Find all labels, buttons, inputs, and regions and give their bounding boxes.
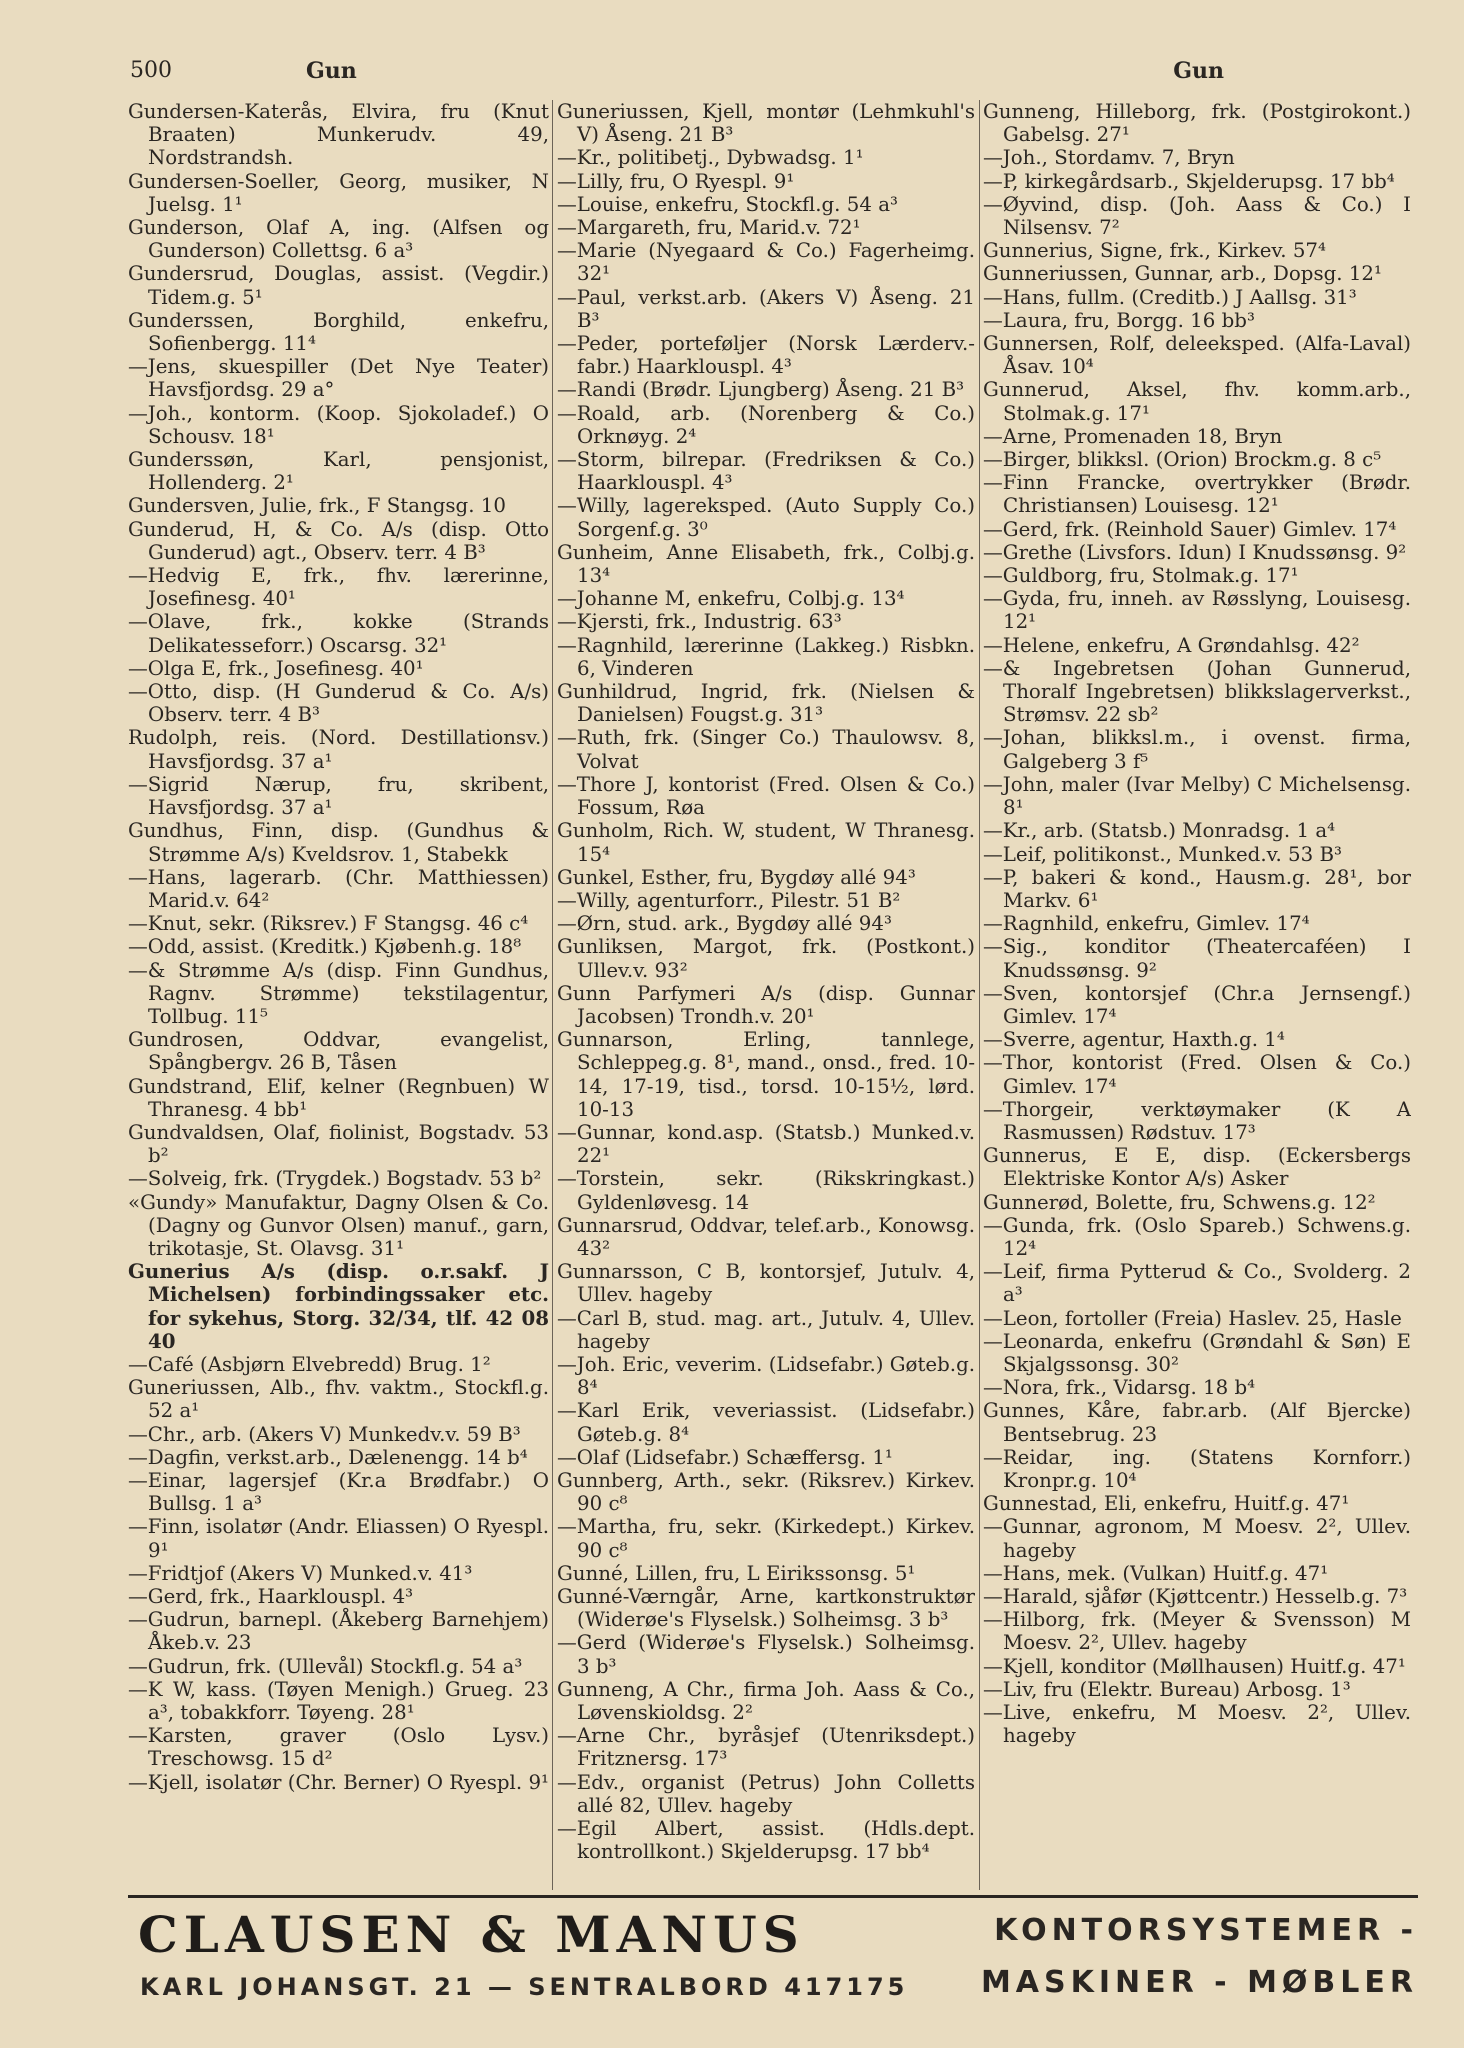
directory-entry: —Hilborg, frk. (Meyer & Svensson) M Moesv. 2², Ullev. hageby	[983, 1608, 1411, 1655]
directory-entry: —Olaf (Lidsefabr.) Schæffersg. 1¹	[557, 1445, 893, 1469]
directory-entry: Gunné-Værngår, Arne, kartkonstruktør (Widerøe's Flyselsk.) Solheimsg. 3 b³	[557, 1585, 975, 1632]
directory-entry: —Harald, sjåfør (Kjøttcentr.) Hesselb.g. 7³	[983, 1585, 1408, 1608]
directory-entry: —Gudrun, barnepl. (Åkeberg Barnehjem) Åkeb.v. 23	[128, 1608, 549, 1655]
directory-entry: —Louise, enkefru, Stockfl.g. 54 a³	[557, 192, 898, 216]
directory-entry: Gundhus, Finn, disp. (Gundhus & Strømme A/s) Kveldsrov. 1, Stabekk	[128, 819, 549, 866]
directory-entry: —Nora, frk., Vidarsg. 18 b⁴	[983, 1376, 1256, 1400]
directory-entry: Gunnerud, Aksel, fhv. komm.arb., Stolmak.g. 17¹	[983, 378, 1411, 425]
directory-entry: Gundrosen, Oddvar, evangelist, Spångbergv. 26 B, Tåsen	[128, 1028, 549, 1075]
directory-entry: —Arne Chr., byråsjef (Utenriksdept.) Fritznersg. 17³	[557, 1724, 975, 1771]
directory-entry: —Gerd, frk. (Reinhold Sauer) Gimlev. 17⁴	[983, 517, 1397, 541]
directory-entry: Rudolph, reis. (Nord. Destillationsv.) Havsfjordsg. 37 a¹	[128, 726, 549, 773]
directory-entry: —Gudrun, frk. (Ullevål) Stockfl.g. 54 a³	[128, 1654, 523, 1678]
directory-entry: Gundersen-Soeller, Georg, musiker, N Juelsg. 1¹	[128, 169, 549, 216]
directory-entry: —Johanne M, enkefru, Colbj.g. 13⁴	[557, 587, 905, 611]
directory-entry: Gunliksen, Margot, frk. (Postkont.) Ullev.v. 93²	[557, 935, 975, 982]
directory-entry: —& Strømme A/s (disp. Finn Gundhus, Ragnv. Strømme) tekstilagentur, Tollbug. 11⁵	[128, 958, 549, 1028]
directory-entry: —Storm, bilrepar. (Fredriksen & Co.) Haarklouspl. 4³	[557, 448, 975, 495]
directory-entry: Guneriussen, Alb., fhv. vaktm., Stockfl.g. 52 a¹	[128, 1376, 549, 1423]
directory-entry: —Margareth, fru, Marid.v. 72¹	[557, 216, 861, 240]
directory-entry: Gunnestad, Eli, enkefru, Huitf.g. 47¹	[983, 1492, 1350, 1516]
directory-entry: —Finn Francke, overtrykker (Brødr. Christiansen) Louisesg. 12¹	[983, 471, 1411, 518]
directory-entry: —Ragnhild, lærerinne (Lakkeg.) Risbkn. 6, Vinderen	[557, 633, 975, 680]
directory-entry: Gunné, Lillen, fru, L Eirikssonsg. 5¹	[557, 1561, 916, 1585]
directory-entry: —Martha, fru, sekr. (Kirkedept.) Kirkev. 90 c⁸	[557, 1515, 975, 1562]
directory-entry: Gunerius A/s (disp. o.r.sakf. J Michelsen) forbindingssaker etc. for sykehus, Storg. 32/34, tlf. 42 08 40	[128, 1259, 549, 1353]
directory-entry: —Øyvind, disp. (Joh. Aass & Co.) I Nilsensv. 7²	[983, 192, 1411, 240]
directory-entry: —Willy, agenturforr., Pilestr. 51 B²	[557, 888, 901, 912]
column-1	[128, 100, 549, 1890]
directory-entry: —Birger, blikksl. (Orion) Brockm.g. 8 c⁵	[983, 448, 1382, 472]
directory-entry: —Jens, skuespiller (Det Nye Teater) Havsfjordsg. 29 a°	[128, 355, 549, 402]
directory-entry: Gunnarsrud, Oddvar, telef.arb., Konowsg. 43²	[557, 1213, 975, 1260]
directory-entry: Gunkel, Esther, fru, Bygdøy allé 94³	[557, 865, 916, 889]
directory-entry: —Knut, sekr. (Riksrev.) F Stangsg. 46 c⁴	[128, 912, 529, 936]
ad-tagline-1: KONTORSYSTEMER -	[994, 1913, 1418, 1948]
directory-entry: —Finn, isolatør (Andr. Eliassen) O Ryespl. 9¹	[128, 1515, 549, 1562]
directory-entry: Gunnerød, Bolette, fru, Schwens.g. 12²	[983, 1190, 1376, 1214]
directory-entry: Gunholm, Rich. W, student, W Thranesg. 15⁴	[557, 819, 975, 866]
ad-company-name: CLAUSEN & MANUS	[138, 1905, 805, 1964]
ad-address: KARL JOHANSGT. 21 — SENTRALBORD 417175	[140, 1973, 909, 2001]
directory-entry: Gunnerius, Signe, frk., Kirkev. 57⁴	[983, 239, 1326, 263]
directory-entry: —Randi (Brødr. Ljungberg) Åseng. 21 B³	[557, 378, 965, 402]
directory-entry: —Egil Albert, assist. (Hdls.dept. kontrollkont.) Skjelderupsg. 17 bb⁴	[557, 1817, 975, 1864]
directory-entry: —Kjersti, frk., Industrig. 63³	[557, 610, 842, 634]
directory-entry: —Thorgeir, verktøymaker (K A Rasmussen) Rødstuv. 17³	[983, 1097, 1411, 1144]
directory-entry: Gundvaldsen, Olaf, fiolinist, Bogstadv. 53 b²	[128, 1120, 549, 1168]
column-3	[983, 100, 1411, 1890]
ad-tagline-2: MASKINER - MØBLER	[980, 1965, 1418, 2000]
directory-entry: —Kr., politibetj., Dybwadsg. 1¹	[557, 146, 864, 170]
directory-entry: —Chr., arb. (Akers V) Munkedv.v. 59 B³	[128, 1422, 521, 1446]
directory-entry: —Ragnhild, enkefru, Gimlev. 17⁴	[983, 912, 1310, 936]
directory-entry: —K W, kass. (Tøyen Menigh.) Grueg. 23 a³, tobakkforr. Tøyeng. 28¹	[128, 1677, 549, 1725]
directory-columns	[128, 100, 1418, 1890]
directory-entry: Gunnes, Kåre, fabr.arb. (Alf Bjercke) Bentsebrug. 23	[983, 1399, 1411, 1446]
directory-entry: —Gerd (Widerøe's Flyselsk.) Solheimsg. 3 b³	[557, 1631, 975, 1678]
directory-entry: —Sig., konditor (Theatercaféen) I Knudssønsg. 9²	[983, 935, 1411, 982]
directory-entry: Gundersven, Julie, frk., F Stangsg. 10	[128, 494, 506, 518]
directory-entry: —Olga E, frk., Josefinesg. 40¹	[128, 656, 424, 680]
directory-entry: Gunderssøn, Karl, pensjonist, Hollenderg. 2¹	[128, 448, 549, 495]
directory-entry: —Fridtjof (Akers V) Munked.v. 41³	[128, 1561, 473, 1585]
directory-entry: —Odd, assist. (Kreditk.) Kjøbenh.g. 18⁸	[128, 935, 522, 959]
directory-entry: —Einar, lagersjef (Kr.a Brødfabr.) O Bullsg. 1 a³	[128, 1468, 549, 1516]
directory-entry: —Joh. Eric, veverim. (Lidsefabr.) Gøteb.g. 8⁴	[557, 1352, 975, 1400]
directory-entry: —John, maler (Ivar Melby) C Michelsensg. 8¹	[983, 772, 1411, 820]
directory-entry: —Grethe (Livsfors. Idun) I Knudssønsg. 9²	[983, 540, 1407, 564]
directory-entry: Gunn Parfymeri A/s (disp. Gunnar Jacobsen) Trondh.v. 20¹	[557, 981, 975, 1028]
directory-entry: —Leonarda, enkefru (Grøndahl & Søn) E Skjalgssonsg. 30²	[983, 1329, 1411, 1376]
directory-entry: —P, kirkegårdsarb., Skjelderupsg. 17 bb⁴	[983, 169, 1395, 193]
directory-entry: —Otto, disp. (H Gunderud & Co. A/s) Observ. terr. 4 B³	[128, 680, 549, 727]
directory-entry: —Ruth, frk. (Singer Co.) Thaulowsv. 8, Volvat	[557, 726, 975, 773]
directory-entry: Gunheim, Anne Elisabeth, frk., Colbj.g. 13⁴	[557, 540, 975, 588]
directory-entry: —Carl B, stud. mag. art., Jutulv. 4, Ullev. hageby	[557, 1306, 975, 1353]
directory-entry: Gunnarsson, C B, kontorsjef, Jutulv. 4, Ullev. hageby	[557, 1260, 975, 1307]
directory-entry: —Dagfin, verkst.arb., Dælenengg. 14 b⁴	[128, 1445, 528, 1469]
directory-entry: —Reidar, ing. (Statens Kornforr.) Kronpr.g. 10⁴	[983, 1445, 1411, 1492]
advertisement	[128, 1905, 1418, 2015]
ad-divider	[128, 1895, 1418, 1898]
directory-entry: Gunnarson, Erling, tannlege, Schleppeg.g. 8¹, mand., onsd., fred. 10-14, 17-19, tisd., torsd. 10-15½, lørd. 10-13	[557, 1028, 975, 1121]
directory-entry: —Johan, blikksl.m., i ovenst. firma, Galgeberg 3 f⁵	[983, 726, 1411, 773]
directory-entry: —Gyda, fru, inneh. av Røsslyng, Louisesg. 12¹	[983, 587, 1411, 634]
directory-entry: —Olave, frk., kokke (Strands Delikatesseforr.) Oscarsg. 32¹	[128, 610, 549, 657]
directory-entry: —Sigrid Nærup, fru, skribent, Havsfjordsg. 37 a¹	[128, 772, 549, 820]
directory-entry: —Café (Asbjørn Elvebredd) Brug. 1²	[128, 1352, 491, 1376]
page-header	[130, 58, 1374, 88]
page-number: 500	[130, 58, 172, 83]
directory-entry: —Kjell, isolatør (Chr. Berner) O Ryespl. 9¹	[128, 1770, 549, 1794]
directory-entry: Gunnberg, Arth., sekr. (Riksrev.) Kirkev. 90 c⁸	[557, 1468, 975, 1516]
directory-entry: —Roald, arb. (Norenberg & Co.) Orknøyg. 2⁴	[557, 401, 975, 448]
directory-entry: —Gunnar, agronom, M Moesv. 2², Ullev. hageby	[983, 1515, 1411, 1562]
directory-entry: —Peder, porteføljer (Norsk Lærderv.-fabr.) Haarklouspl. 4³	[557, 332, 975, 379]
directory-entry: —Torstein, sekr. (Rikskringkast.) Gyldenløvesg. 14	[557, 1167, 975, 1214]
directory-entry: Gundstrand, Elif, kelner (Regnbuen) W Thranesg. 4 bb¹	[128, 1074, 549, 1121]
directory-entry: —Karsten, graver (Oslo Lysv.) Treschowsg. 15 d²	[128, 1724, 549, 1771]
directory-entry: —Arne, Promenaden 18, Bryn	[983, 424, 1283, 448]
directory-entry: —Joh., Stordamv. 7, Bryn	[983, 146, 1235, 170]
directory-entry: —Solveig, frk. (Trygdek.) Bogstadv. 53 b²	[128, 1167, 542, 1191]
directory-entry: —Hans, mek. (Vulkan) Huitf.g. 47¹	[983, 1561, 1329, 1585]
column-divider	[552, 100, 553, 1890]
directory-entry: —Sven, kontorsjef (Chr.a Jernsengf.) Gimlev. 17⁴	[983, 981, 1411, 1028]
directory-entry: Gunnerus, E E, disp. (Eckersbergs Elektriske Kontor A/s) Asker	[983, 1144, 1411, 1191]
column-divider	[979, 100, 980, 1890]
directory-entry: —Thore J, kontorist (Fred. Olsen & Co.) Fossum, Røa	[557, 772, 975, 820]
directory-entry: —Hedvig E, frk., fhv. lærerinne, Josefinesg. 40¹	[128, 564, 549, 611]
directory-entry: —Paul, verkst.arb. (Akers V) Åseng. 21 B³	[557, 285, 975, 332]
directory-entry: Gunderson, Olaf A, ing. (Alfsen og Gunderson) Collettsg. 6 a³	[128, 216, 549, 263]
directory-entry: —Gunnar, kond.asp. (Statsb.) Munked.v. 22¹	[557, 1120, 975, 1168]
directory-entry: —Hans, lagerarb. (Chr. Matthiessen) Marid.v. 64²	[128, 865, 549, 912]
directory-entry: —Lilly, fru, O Ryespl. 9¹	[557, 169, 795, 193]
directory-entry: —Marie (Nyegaard & Co.) Fagerheimg. 32¹	[557, 239, 975, 286]
directory-entry: —Laura, fru, Borgg. 16 bb³	[983, 308, 1255, 332]
directory-entry: —Kjell, konditor (Møllhausen) Huitf.g. 47¹	[983, 1654, 1406, 1678]
directory-entry: —Gunda, frk. (Oslo Spareb.) Schwens.g. 12⁴	[983, 1213, 1411, 1260]
directory-entry: —Sverre, agentur, Haxth.g. 1⁴	[983, 1028, 1285, 1052]
directory-entry: Gundersen-Katerås, Elvira, fru (Knut Braaten) Munkerudv. 49, Nordstrandsh.	[128, 100, 549, 170]
headword-left: Gun	[306, 58, 357, 84]
directory-entry: —Helene, enkefru, A Grøndahlsg. 42²	[983, 633, 1360, 657]
directory-entry: —P, bakeri & kond., Hausm.g. 28¹, bor Markv. 6¹	[983, 865, 1411, 912]
directory-entry: —Liv, fru (Elektr. Bureau) Arbosg. 1³	[983, 1677, 1351, 1701]
directory-entry: Gunneriussen, Gunnar, arb., Dopsg. 12¹	[983, 262, 1382, 286]
headword-right: Gun	[1173, 58, 1224, 84]
directory-entry: —Edv., organist (Petrus) John Colletts allé 82, Ullev. hageby	[557, 1770, 975, 1817]
directory-entry: —Leif, politikonst., Munked.v. 53 B³	[983, 842, 1342, 866]
directory-entry: —Joh., kontorm. (Koop. Sjokoladef.) O Schousv. 18¹	[128, 401, 549, 448]
directory-entry: Gunnersen, Rolf, deleeksped. (Alfa-Laval) Åsav. 10⁴	[983, 332, 1411, 379]
directory-entry: Gunneng, Hilleborg, frk. (Postgirokont.) Gabelsg. 27¹	[983, 100, 1411, 147]
directory-entry: Gunneng, A Chr., firma Joh. Aass & Co., Løvenskioldsg. 2²	[557, 1677, 975, 1725]
directory-entry: —Gerd, frk., Haarklouspl. 4³	[128, 1585, 414, 1608]
directory-entry: «Gundy» Manufaktur, Dagny Olsen & Co. (Dagny og Gunvor Olsen) manuf., garn, trikotasje, St. Olavsg. 31¹	[128, 1190, 549, 1260]
directory-entry: Gunderud, H, & Co. A/s (disp. Otto Gunderud) agt., Observ. terr. 4 B³	[128, 517, 549, 564]
directory-entry: —Willy, lagereksped. (Auto Supply Co.) Sorgenf.g. 3⁰	[557, 494, 975, 541]
directory-entry: —Hans, fullm. (Creditb.) J Aallsg. 31³	[983, 285, 1357, 309]
column-2	[557, 100, 975, 1890]
directory-entry: —Karl Erik, veveriassist. (Lidsefabr.) Gøteb.g. 8⁴	[557, 1399, 975, 1446]
directory-entry: —Thor, kontorist (Fred. Olsen & Co.) Gimlev. 17⁴	[983, 1051, 1411, 1098]
directory-entry: —Ørn, stud. ark., Bygdøy allé 94³	[557, 912, 892, 936]
directory-entry: —Guldborg, fru, Stolmak.g. 17¹	[983, 564, 1299, 588]
directory-entry: —Leon, fortoller (Freia) Haslev. 25, Hasle	[983, 1306, 1402, 1330]
directory-entry: —Leif, firma Pytterud & Co., Svolderg. 2 a³	[983, 1260, 1411, 1307]
directory-entry: Gunderssen, Borghild, enkefru, Sofienbergg. 11⁴	[128, 308, 549, 356]
directory-entry: —Live, enkefru, M Moesv. 2², Ullev. hageby	[983, 1701, 1411, 1748]
directory-entry: —& Ingebretsen (Johan Gunnerud, Thoralf Ingebretsen) blikkslagerverkst., Strømsv. 22 sb²	[983, 656, 1411, 727]
directory-entry: Gundersrud, Douglas, assist. (Vegdir.) Tidem.g. 5¹	[128, 262, 549, 309]
directory-entry: Guneriussen, Kjell, montør (Lehmkuhl's V) Åseng. 21 B³	[557, 100, 975, 147]
directory-entry: —Kr., arb. (Statsb.) Monradsg. 1 a⁴	[983, 819, 1336, 843]
directory-entry: Gunhildrud, Ingrid, frk. (Nielsen & Danielsen) Fougst.g. 31³	[557, 680, 975, 727]
